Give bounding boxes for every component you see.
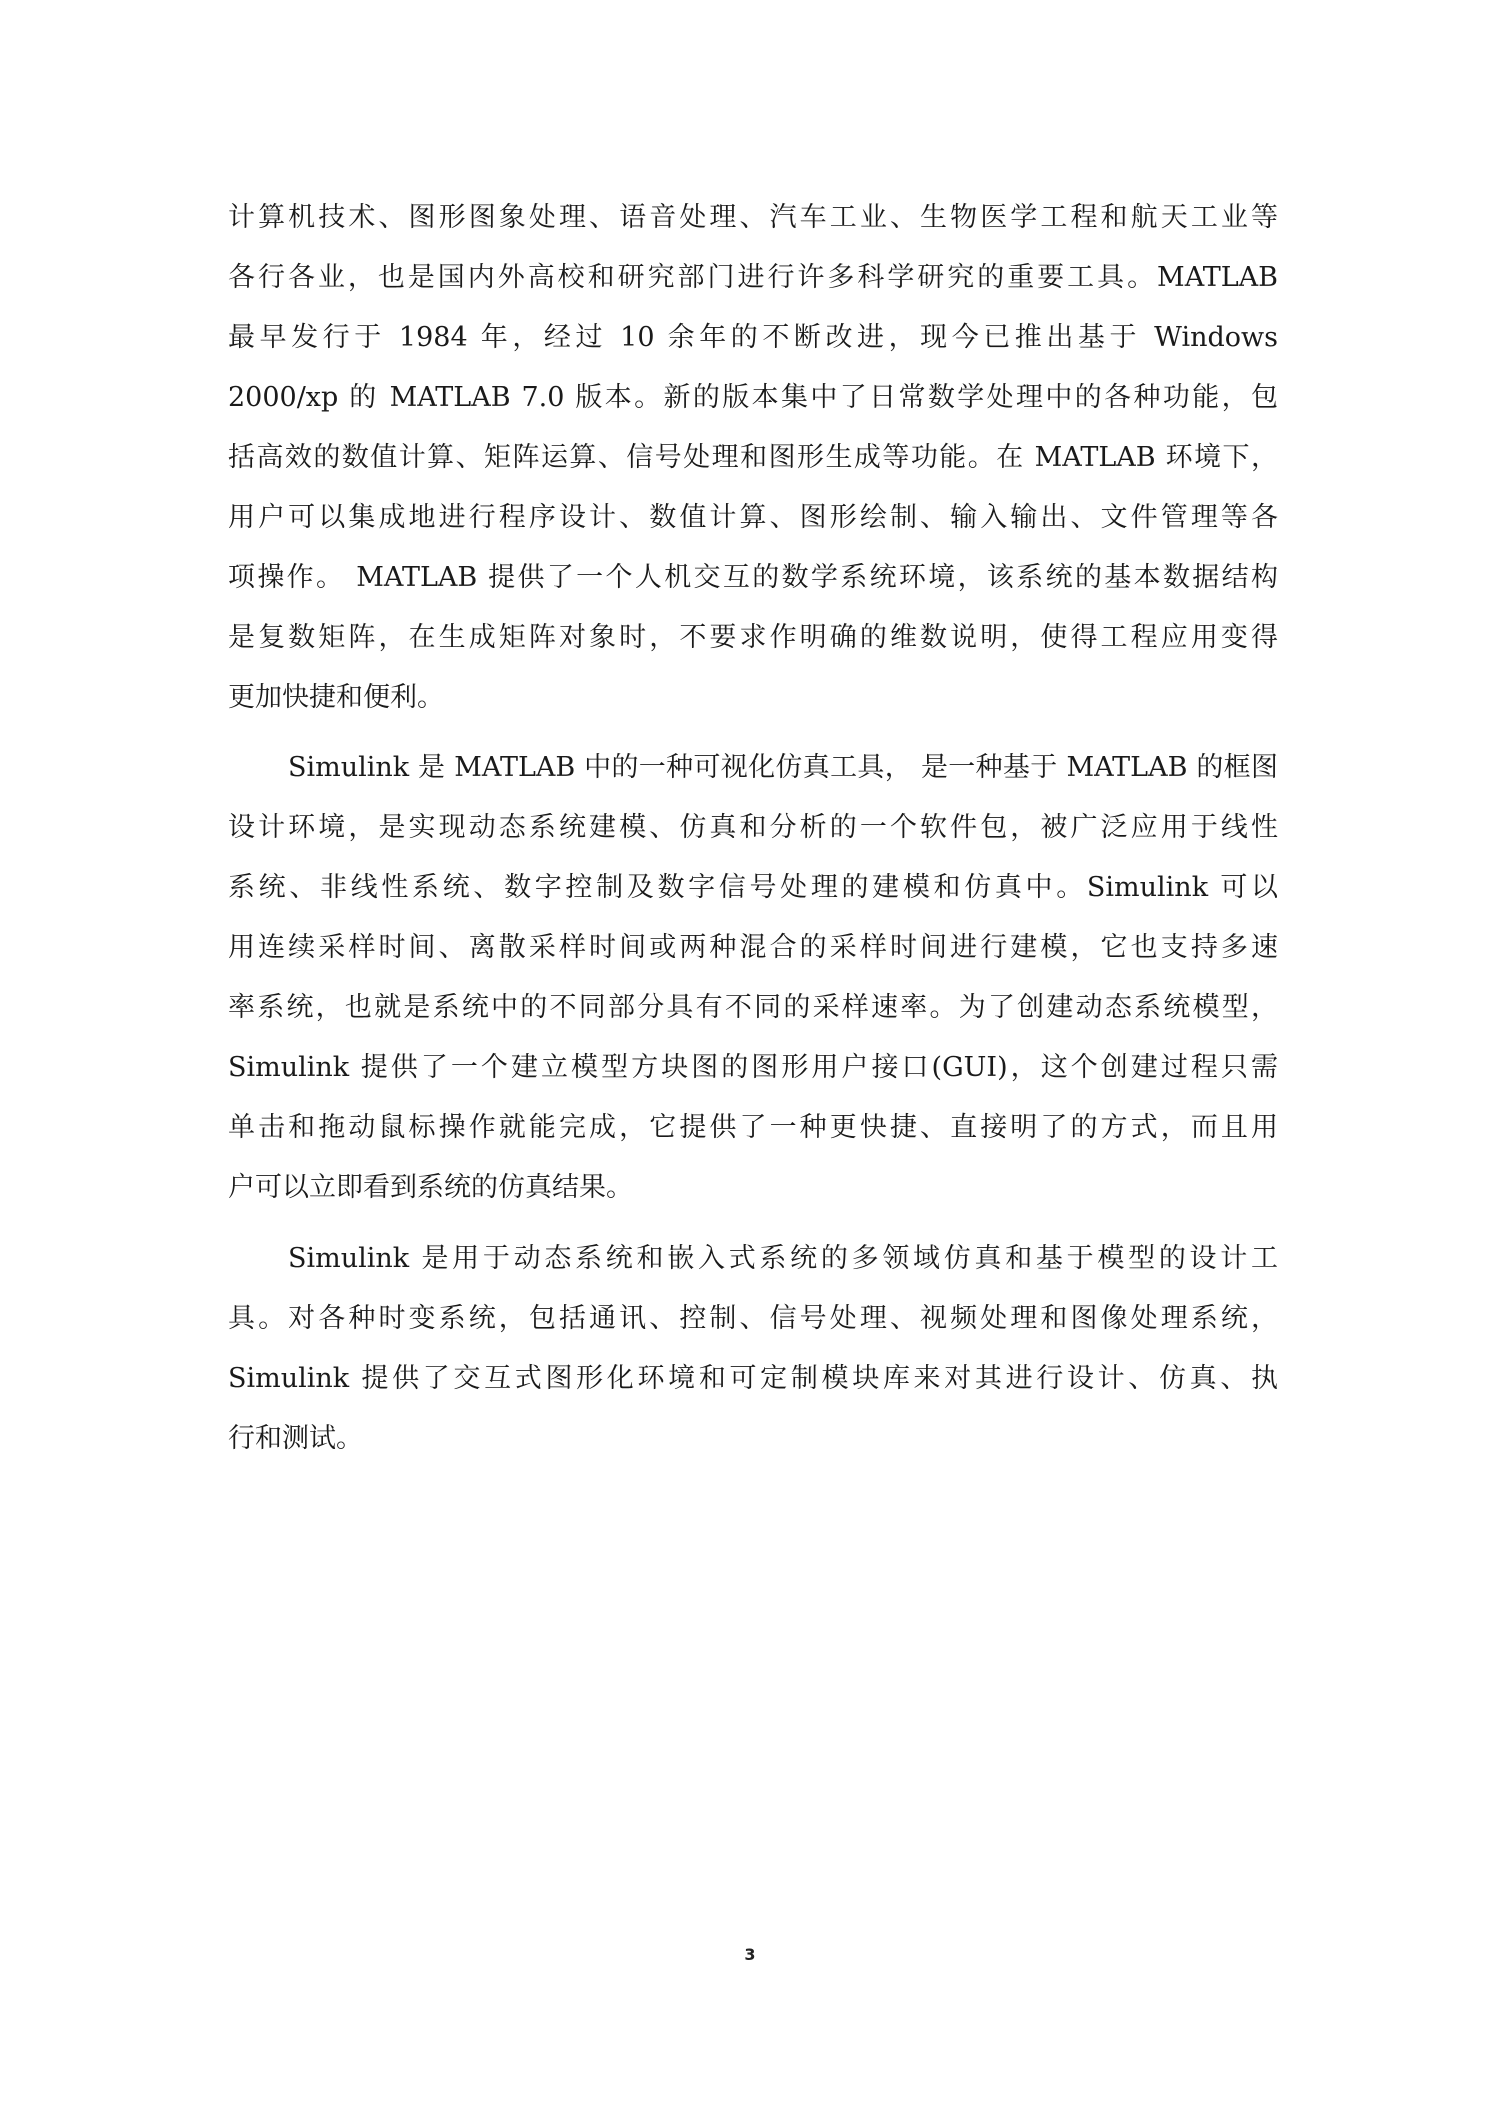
- text-line: 设计环境，是实现动态系统建模、仿真和分析的一个软件包，被广泛应用于线性: [228, 812, 1278, 843]
- text-line: 用户可以集成地进行程序设计、数值计算、图形绘制、输入输出、文件管理等各: [228, 502, 1278, 533]
- paragraph-simulink-design: [228, 1229, 1278, 1469]
- text-line: 2000/xp 的 MATLAB 7.0 版本。新的版本集中了日常数学处理中的各种功能，包: [228, 382, 1278, 413]
- text-line: 单击和拖动鼠标操作就能完成，它提供了一种更快捷、直接明了的方式，而且用: [228, 1112, 1278, 1143]
- text-line: 户可以立即看到系统的仿真结果。: [228, 1172, 633, 1203]
- text-line: Simulink 是用于动态系统和嵌入式系统的多领域仿真和基于模型的设计工: [288, 1243, 1278, 1274]
- text-line: 用连续采样时间、离散采样时间或两种混合的采样时间进行建模，它也支持多速: [228, 932, 1278, 963]
- text-line: 率系统，也就是系统中的不同部分具有不同的采样速率。为了创建动态系统模型，: [228, 992, 1278, 1023]
- paragraph-simulink-overview: [228, 738, 1278, 1218]
- text-line: 项操作。 MATLAB 提供了一个人机交互的数学系统环境，该系统的基本数据结构: [228, 562, 1278, 593]
- text-line: 是复数矩阵，在生成矩阵对象时，不要求作明确的维数说明，使得工程应用变得: [228, 622, 1278, 653]
- text-line: 括高效的数值计算、矩阵运算、信号处理和图形生成等功能。在 MATLAB 环境下，: [228, 442, 1278, 473]
- text-line: 最早发行于 1984 年，经过 10 余年的不断改进，现今已推出基于 Windows: [228, 322, 1278, 353]
- text-line: 具。对各种时变系统，包括通讯、控制、信号处理、视频处理和图像处理系统，: [228, 1303, 1278, 1334]
- text-line: 系统、非线性系统、数字控制及数字信号处理的建模和仿真中。Simulink 可以: [228, 872, 1278, 903]
- text-line: 计算机技术、图形图象处理、语音处理、汽车工业、生物医学工程和航天工业等: [228, 202, 1278, 233]
- text-line: 更加快捷和便利。: [228, 682, 444, 713]
- page-number: 3: [744, 1945, 756, 1964]
- paragraph-matlab-intro: [228, 188, 1278, 728]
- text-line: 行和测试。: [228, 1423, 363, 1454]
- text-line: Simulink 提供了交互式图形化环境和可定制模块库来对其进行设计、仿真、执: [228, 1363, 1278, 1394]
- text-line: 各行各业，也是国内外高校和研究部门进行许多科学研究的重要工具。MATLAB: [228, 262, 1278, 293]
- text-line: Simulink 是 MATLAB 中的一种可视化仿真工具， 是一种基于 MATLAB 的框图: [288, 752, 1278, 783]
- text-line: Simulink 提供了一个建立模型方块图的图形用户接口(GUI)，这个创建过程只需: [228, 1052, 1278, 1083]
